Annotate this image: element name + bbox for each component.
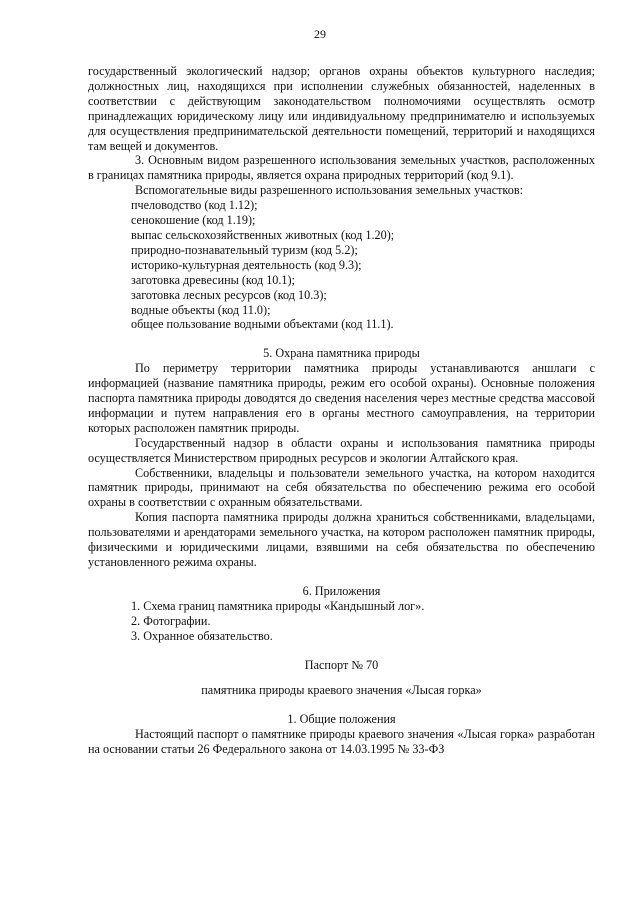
section-5-paragraph: Государственный надзор в области охраны и использования памятника природы осуществляется Министерством природных ресурсов и экологии Алтайского края. <box>88 435 595 465</box>
aux-item: сенокошение (код 1.19); <box>131 213 256 228</box>
aux-item: выпас сельскохозяйственных животных (код 1.20); <box>131 227 395 242</box>
page-body <box>88 64 595 757</box>
aux-item: заготовка лесных ресурсов (код 10.3); <box>131 287 327 302</box>
intro-paragraph-1: государственный экологический надзор; органов охраны объектов культурного наследия; должностных лиц, находящихся при исполнении служебных обязанностей, наделенных в соответствии с действующим законодательством полномочиями осуществлять осмотр принадлежащих юридическому лицу или индивидуальному предпринимателю и используемых для осуществления предпринимательской деятельности помещений, территорий и находящихся там вещей и документов. <box>88 64 595 153</box>
section-5-paragraph: По периметру территории памятника природы устанавливаются аншлаги с информацией (название памятника природы, режим его особой охраны). Основные положения паспорта памятника природы доводятся до сведения населения через местные средства массовой информации и путем направления его в органы местного самоуправления, на территории которых расположен памятник природы. <box>88 361 595 435</box>
section-5-paragraph: Копия паспорта памятника природы должна храниться собственниками, владельцами, пользователями и арендаторами земельного участка, на котором расположен памятник природы, физическими и юридическими лицами, взявшими на себя обязательства по обеспечению установленного режима охраны. <box>88 510 595 569</box>
aux-item: общее пользование водными объектами (код 11.1). <box>131 317 394 332</box>
aux-item: заготовка древесины (код 10.1); <box>131 272 295 287</box>
aux-item: пчеловодство (код 1.12); <box>131 198 258 213</box>
passport-subtitle: памятника природы краевого значения «Лысая горка» <box>201 683 482 698</box>
aux-item: природно-познавательный туризм (код 5.2); <box>131 242 358 257</box>
aux-item: водные объекты (код 11.0); <box>131 302 271 317</box>
section-6-title: 6. Приложения <box>302 583 381 598</box>
appendix-item: 3. Охранное обязательство. <box>131 628 273 643</box>
section-5-title: 5. Охрана памятника природы <box>263 346 420 361</box>
page-number: 29 <box>314 27 326 41</box>
aux-item: историко-культурная деятельность (код 9.3); <box>131 257 362 272</box>
passport-title: Паспорт № 70 <box>304 657 379 672</box>
appendix-item: 1. Схема границ памятника природы «Кандышный лог». <box>131 598 425 613</box>
section-5-paragraph: Собственники, владельцы и пользователи земельного участка, на котором находится памятник природы, принимают на себя обязательства по обеспечению режима его особой охраны в соответствии с охранным обязательствами. <box>88 465 595 510</box>
section-1-title: 1. Общие положения <box>287 712 396 727</box>
aux-heading: Вспомогательные виды разрешенного использования земельных участков: <box>135 183 523 198</box>
appendix-item: 2. Фотографии. <box>131 613 211 628</box>
intro-paragraph-2: 3. Основным видом разрешенного использования земельных участков, расположенных в границах памятника природы, является охрана природных территорий (код 9.1). <box>88 153 595 183</box>
section-1-paragraph: Настоящий паспорт о памятнике природы краевого значения «Лысая горка» разработан на основании статьи 26 Федерального закона от 14.03.1995 № 33-ФЗ <box>88 727 595 757</box>
